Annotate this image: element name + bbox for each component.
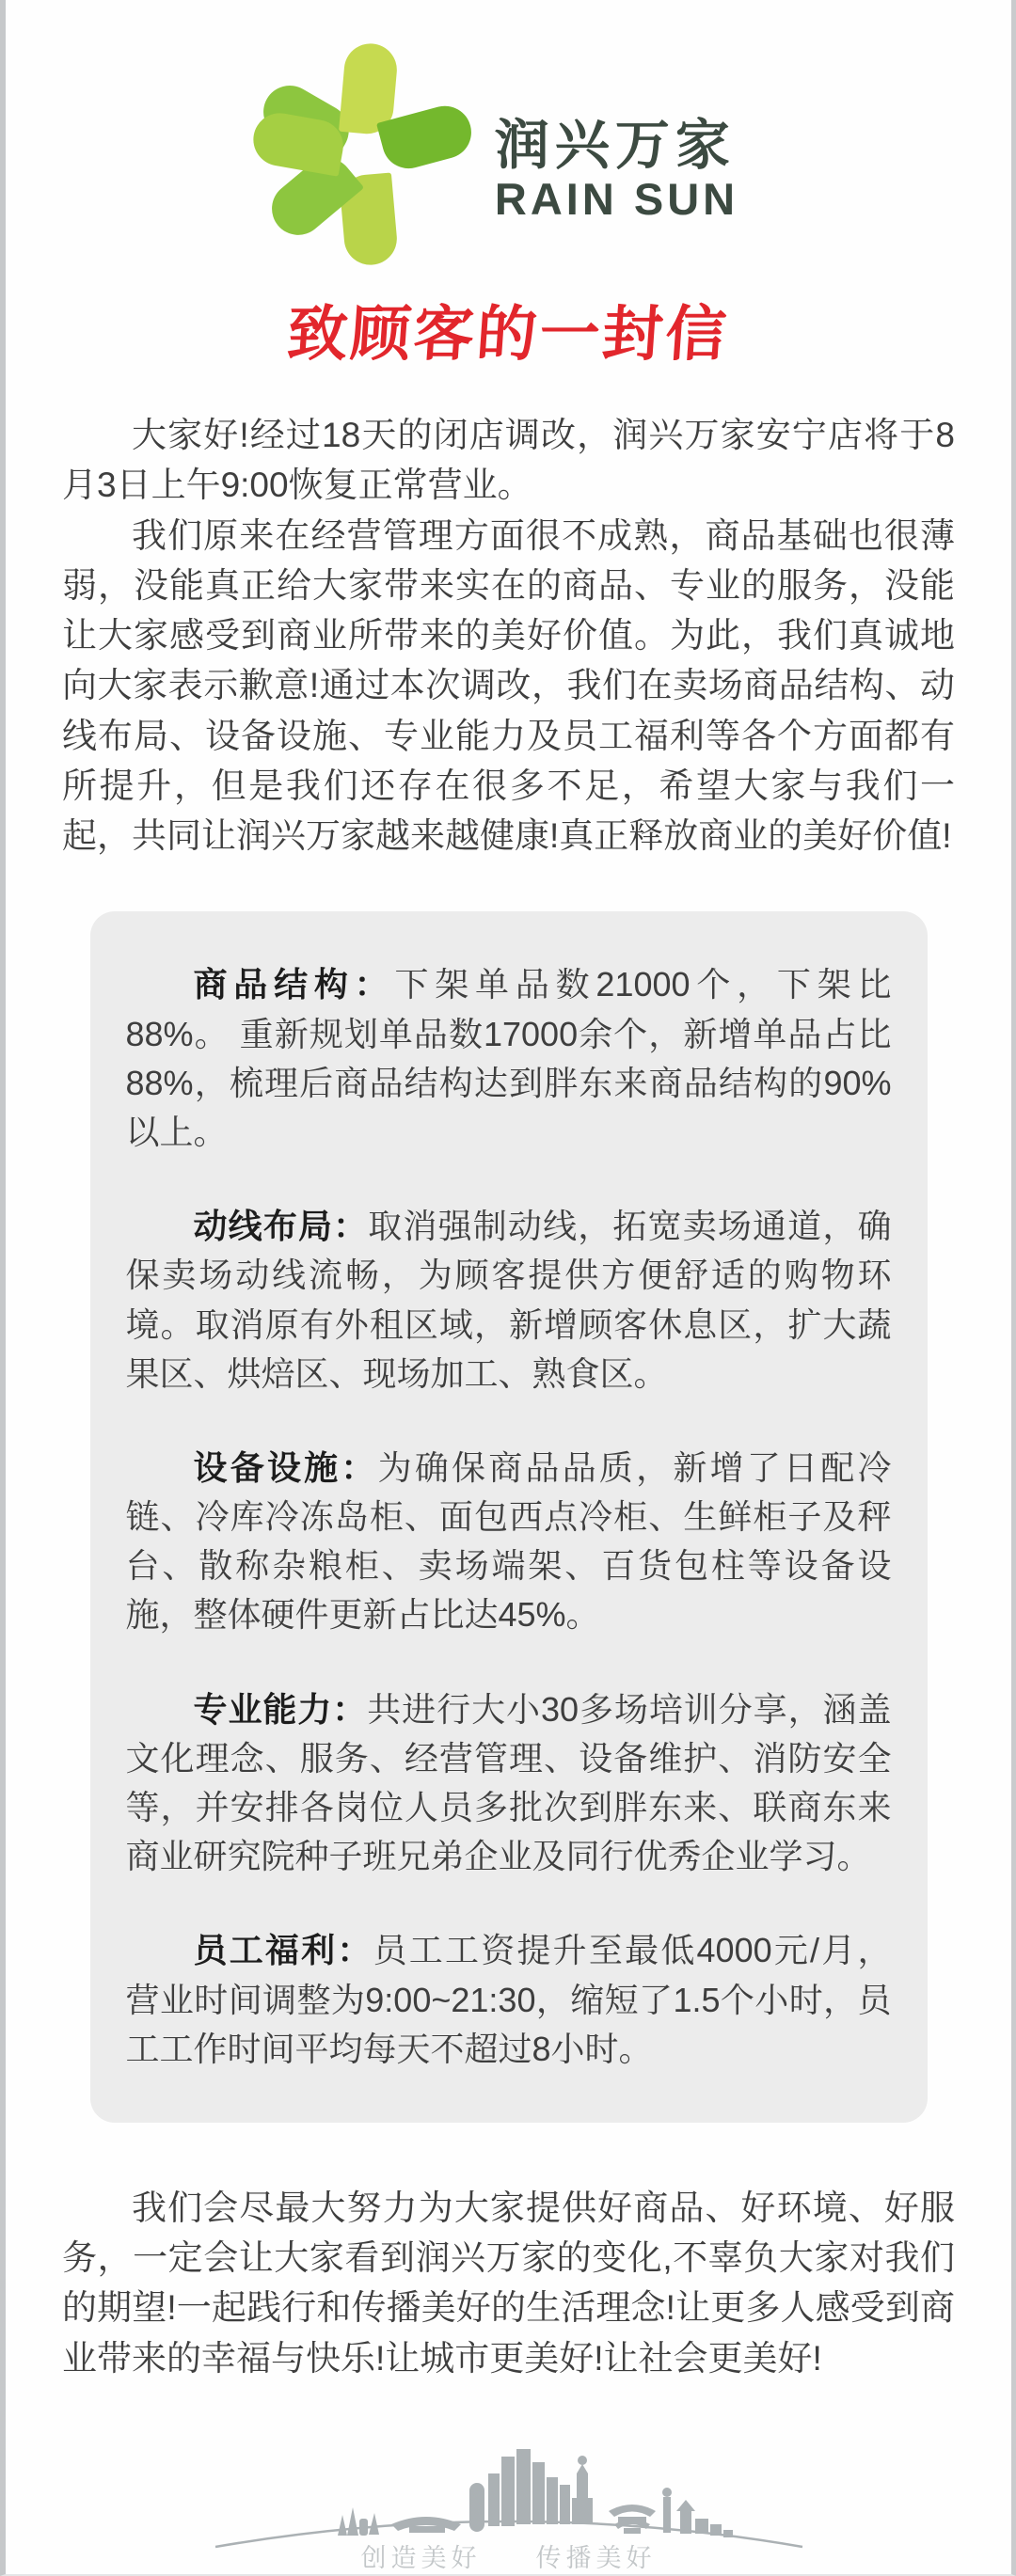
highlight-section-welfare <box>126 1926 892 2074</box>
closing-section <box>6 2123 1011 2383</box>
logo-flower-icon <box>278 43 485 241</box>
slogan-spread: 传播美好 <box>535 2544 657 2573</box>
section-label: 专业能力： <box>193 1689 368 1729</box>
highlights-box <box>90 911 928 2123</box>
brand-name-en: RAIN SUN <box>494 174 739 225</box>
section-text: 共进行大小30多场培训分享，涵盖文化理念、服务、经营管理、设备维护、消防安全等，并安排各岗位人员多批次到胖东来、联商东来商业研究院种子班兄弟企业及同行优秀企业学习。 <box>125 1689 892 1876</box>
highlight-section-goods <box>126 960 892 1157</box>
intro-paragraph-1: 大家好!经过18天的闭店调改，润兴万家安宁店将于8月3日上午9:00恢复正常营业。 <box>62 416 955 505</box>
page-footer <box>6 2425 1011 2574</box>
section-label: 动线布局： <box>193 1207 369 1246</box>
page-title: 致顾客的一封信 <box>285 300 732 368</box>
intro-section <box>6 372 1011 861</box>
section-text: 为确保商品品质，新增了日配冷链、冷库冷冻岛柜、面包西点冷柜、生鲜柜子及秤台、散称杂粮柜、卖场端架、百货包柱等设备设施，整体硬件更新占比达45%。 <box>125 1447 892 1635</box>
section-text: 取消强制动线，拓宽卖场通道，确保卖场动线流畅，为顾客提供方便舒适的购物环境。取消原有外租区域，新增顾客休息区，扩大蔬果区、烘焙区、现场加工、熟食区。 <box>125 1207 892 1393</box>
highlight-section-equipment <box>126 1444 892 1640</box>
footer-slogan <box>6 2537 1011 2574</box>
closing-paragraph: 我们会尽最大努力为大家提供好商品、好环境、好服务，一定会让大家看到润兴万家的变化,不辜负大家对我们的期望!一起践行和传播美好的生活理念!让更多人感受到商业带来的幸福与快乐!让城市更美好!让社会更美好! <box>62 2188 955 2378</box>
section-label: 商品结构： <box>193 965 395 1004</box>
brand-name-cn: 润兴万家 <box>494 115 736 177</box>
section-label: 员工福利： <box>193 1931 373 1970</box>
intro-paragraph-2: 我们原来在经营管理方面很不成熟，商品基础也很薄弱，没能真正给大家带来实在的商品、专业的服务，没能让大家感受到商业所带来的美好价值。为此，我们真诚地向大家表示歉意!通过本次调改，我们在卖场商品结构、动线布局、设备设施、专业能力及员工福利等各个方面都有所提升，但是我们还存在很多不足，希望大家与我们一起，共同让润兴万家越来越健康!真正释放商业的美好价值! <box>62 515 955 856</box>
brand-wordmark <box>495 55 738 229</box>
brand-logo <box>6 43 1011 241</box>
section-text: 员工工资提升至最低4000元/月， 营业时间调整为9:00~21:30，缩短了1.5个小时，员工工作时间平均每天不超过8小时。 <box>125 1931 892 2068</box>
section-label: 设备设施： <box>193 1447 378 1487</box>
section-text: 下架单品数21000个，下架比88%。 重新规划单品数17000余个，新增单品占比88%，梳理后商品结构达到胖东来商品结构的90%以上。 <box>125 965 892 1151</box>
slogan-create: 创造美好 <box>360 2544 482 2573</box>
highlight-section-skills <box>126 1685 892 1882</box>
highlight-section-layout <box>126 1202 892 1399</box>
